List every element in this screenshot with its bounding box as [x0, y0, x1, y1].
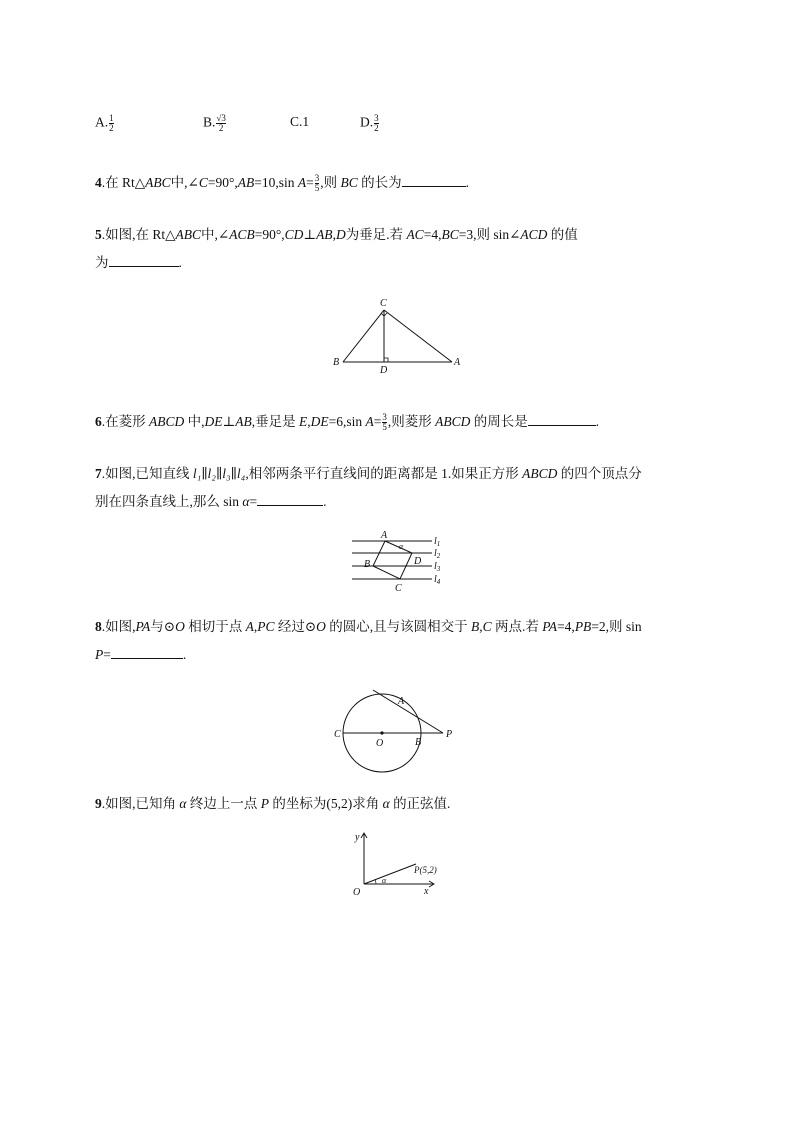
q7-text: 别在四条直线上,那么 sin: [95, 494, 243, 509]
square-abcd: [373, 541, 412, 579]
q8-answer-blank[interactable]: [111, 646, 183, 659]
q6-text: 中,: [184, 414, 205, 429]
q5-text: ,: [332, 227, 336, 242]
q7-text: 的四个顶点分: [557, 466, 642, 481]
question-9: [95, 795, 450, 813]
q6-fraction: [382, 413, 387, 432]
label-c: C: [395, 583, 402, 594]
label-l1-subscript: 1: [436, 540, 441, 548]
q8-text: A: [245, 619, 254, 634]
q4-end: .: [465, 175, 469, 190]
label-point-p: P(5,2): [414, 865, 437, 875]
option-b-numerator: √3: [216, 113, 226, 123]
q5-text: =90°,: [254, 227, 285, 242]
label-a: A: [381, 530, 388, 541]
option-a-denominator: 2: [109, 123, 114, 133]
option-b-label: B.: [203, 114, 216, 130]
question-5-number: 5: [95, 227, 102, 242]
q6-answer-blank[interactable]: [528, 413, 596, 426]
label-d: D: [414, 556, 422, 567]
q5-text: BC: [441, 227, 459, 242]
label-a: A: [398, 696, 405, 707]
q8-text: PA: [542, 619, 558, 634]
label-o: O: [376, 738, 384, 749]
q7-answer-blank[interactable]: [257, 493, 323, 506]
center-point-o: [380, 731, 383, 734]
label-l2: [434, 548, 441, 560]
q8-text: C: [482, 619, 492, 634]
label-c: C: [380, 298, 387, 309]
label-o: O: [353, 887, 361, 898]
label-d: D: [380, 365, 388, 376]
question-8-number: 8: [95, 619, 102, 634]
q4-text: BC: [340, 175, 358, 190]
option-a-numerator: 1: [109, 113, 114, 123]
option-a-label: A.: [95, 114, 109, 130]
q8-text: 经过⊙: [274, 619, 317, 634]
question-6: [95, 413, 599, 432]
q7-text: .如图,已知直线: [101, 466, 193, 481]
q8-text: O: [316, 619, 326, 634]
q4-fraction-denominator: 5: [314, 183, 320, 194]
question-4: [95, 174, 469, 193]
q5-end: .: [178, 255, 182, 270]
q4-text: =90°,: [207, 175, 238, 190]
q5-text: ⊥: [303, 227, 317, 242]
q4-text: ABC: [145, 175, 171, 190]
q8-text: PC: [257, 619, 275, 634]
q9-text: P: [260, 796, 269, 811]
option-d-label: D.: [360, 114, 374, 130]
q8-text: ,: [253, 619, 258, 634]
q5-text: .如图,在 Rt△: [101, 227, 176, 242]
q8-text: O: [175, 619, 185, 634]
question-7-line-2: [95, 493, 326, 511]
q6-text: 的周长是: [470, 414, 528, 429]
option-c-label: C.1: [290, 114, 310, 129]
segment-bc: [343, 310, 384, 362]
q6-text: AB: [235, 414, 252, 429]
option-c: [290, 114, 309, 130]
q4-text: ,则: [320, 175, 341, 190]
q6-text: .在菱形: [101, 414, 149, 429]
label-l3-letter: l: [434, 561, 437, 572]
q4-text: 的长为: [357, 175, 402, 190]
q4-answer-blank[interactable]: [402, 174, 466, 187]
q9-text: 终边上一点: [186, 796, 261, 811]
q6-text: ABCD: [149, 414, 185, 429]
label-l3-subscript: 3: [436, 565, 441, 573]
q7-end: .: [323, 494, 327, 509]
option-b: [203, 114, 227, 133]
q4-fraction: [315, 174, 320, 193]
question-6-number: 6: [95, 414, 102, 429]
q4-text: =: [306, 175, 314, 190]
q5-text: ABC: [175, 227, 202, 242]
label-a: A: [454, 357, 461, 368]
q4-fraction-numerator: 3: [314, 173, 320, 184]
label-b: B: [333, 357, 340, 368]
q8-text: B: [471, 619, 480, 634]
q8-text: 与⊙: [150, 619, 176, 634]
q8-text: 相切于点: [184, 619, 246, 634]
question-5: [95, 226, 578, 244]
q9-text: α: [382, 796, 390, 811]
q4-text: A: [297, 175, 307, 190]
option-b-fraction: [216, 114, 225, 133]
label-x: x: [424, 886, 429, 897]
q7-text: ABCD: [522, 466, 558, 481]
segment-ca: [384, 310, 452, 362]
option-a-fraction: [109, 114, 114, 133]
q6-text: =6,sin: [328, 414, 366, 429]
tangent-pa: [373, 690, 443, 733]
label-b: B: [364, 559, 371, 570]
q5-text: =3,则 sin∠: [458, 227, 521, 242]
q8-text: ,: [479, 619, 483, 634]
q6-end: .: [595, 414, 600, 429]
question-8: [95, 618, 642, 636]
q4-text: AB: [237, 175, 255, 190]
q8-text: PA: [135, 619, 151, 634]
q6-text: ,垂足是: [251, 414, 299, 429]
q8-text: =: [103, 647, 111, 662]
question-7-number: 7: [95, 466, 102, 481]
q5-text: ACD: [520, 227, 548, 242]
q8-text: 的圆心,且与该圆相交于: [325, 619, 472, 634]
q6-text: =: [373, 414, 382, 429]
label-b: B: [415, 737, 422, 748]
q6-text: A: [365, 414, 374, 429]
question-5-line-2: [95, 254, 182, 272]
option-b-denominator: 2: [216, 123, 225, 133]
q4-text: =10,sin: [254, 175, 298, 190]
right-angle-mark-d: [384, 358, 388, 362]
label-c: C: [334, 729, 341, 740]
q5-text: CD: [284, 227, 304, 242]
q6-text: E: [298, 414, 308, 429]
q9-coordinate-figure: [350, 828, 450, 900]
terminal-side: [364, 864, 416, 884]
q6-fraction-numerator: 3: [382, 412, 387, 423]
q5-text: 的值: [547, 227, 578, 242]
q5-text: 中,∠: [201, 227, 230, 242]
q6-text: ,: [307, 414, 311, 429]
question-4-number: 4: [95, 175, 102, 190]
label-l4-subscript: 4: [436, 578, 441, 586]
q8-text: =2,则 sin: [591, 619, 642, 634]
q8-text: PB: [574, 619, 592, 634]
q5-answer-blank[interactable]: [109, 254, 179, 267]
label-p: P: [446, 729, 453, 740]
q7-text: ,相邻两条平行直线间的距离都是 1.如果正方形: [245, 466, 523, 481]
q8-end: .: [182, 647, 187, 662]
label-y: y: [355, 832, 360, 843]
q4-text: .在 Rt△: [101, 175, 146, 190]
label-l2-letter: l: [434, 548, 437, 559]
q8-text: 两点.若: [491, 619, 543, 634]
q7-text: =: [249, 494, 258, 509]
label-alpha: α: [382, 876, 387, 885]
q8-text: P: [95, 647, 104, 662]
label-l1-letter: l: [434, 536, 437, 547]
q6-text: ⊥: [222, 414, 236, 429]
angle-arc: [375, 880, 376, 885]
q6-text: DE: [204, 414, 223, 429]
option-a: [95, 114, 115, 133]
q5-text: ACB: [229, 227, 255, 242]
q4-text: C: [198, 175, 208, 190]
question-9-number: 9: [95, 796, 102, 811]
q6-text: DE: [310, 414, 329, 429]
label-l4-letter: l: [434, 574, 437, 585]
question-8-line-2: [95, 646, 186, 664]
q5-text: 为: [95, 255, 109, 270]
q5-text: D: [335, 227, 346, 242]
q6-text: ABCD: [435, 414, 471, 429]
q6-fraction-denominator: 5: [382, 422, 387, 433]
label-l1: [434, 536, 440, 548]
option-d-numerator: 3: [374, 113, 379, 123]
q9-text: α: [179, 796, 187, 811]
q9-text: 的坐标为(5,2)求角: [268, 796, 383, 811]
q5-triangle-figure: [320, 296, 470, 376]
option-d-denominator: 2: [374, 123, 379, 133]
option-d: [360, 114, 380, 133]
q9-text: .如图,已知角: [101, 796, 180, 811]
q5-text: 为垂足.若: [345, 227, 407, 242]
q7-parallel-lines-figure: [350, 530, 450, 594]
question-7: [95, 465, 642, 483]
q8-text: =4,: [557, 619, 575, 634]
label-l4: [434, 574, 441, 586]
q5-text: AC: [406, 227, 424, 242]
label-l3: [434, 561, 441, 573]
q4-text: 中,∠: [170, 175, 199, 190]
q9-text: 的正弦值.: [389, 796, 451, 811]
q8-circle-tangent-figure: [335, 685, 465, 775]
q5-text: =4,: [423, 227, 442, 242]
option-d-fraction: [374, 114, 379, 133]
q7-text: α: [242, 494, 250, 509]
q5-text: AB: [316, 227, 333, 242]
q6-text: ,则菱形: [387, 414, 436, 429]
q8-text: .如图,: [101, 619, 136, 634]
q7-text: l₁∥l₂∥l₃∥l₄: [192, 466, 246, 481]
label-l2-subscript: 2: [436, 552, 441, 560]
label-alpha: α: [399, 542, 404, 551]
